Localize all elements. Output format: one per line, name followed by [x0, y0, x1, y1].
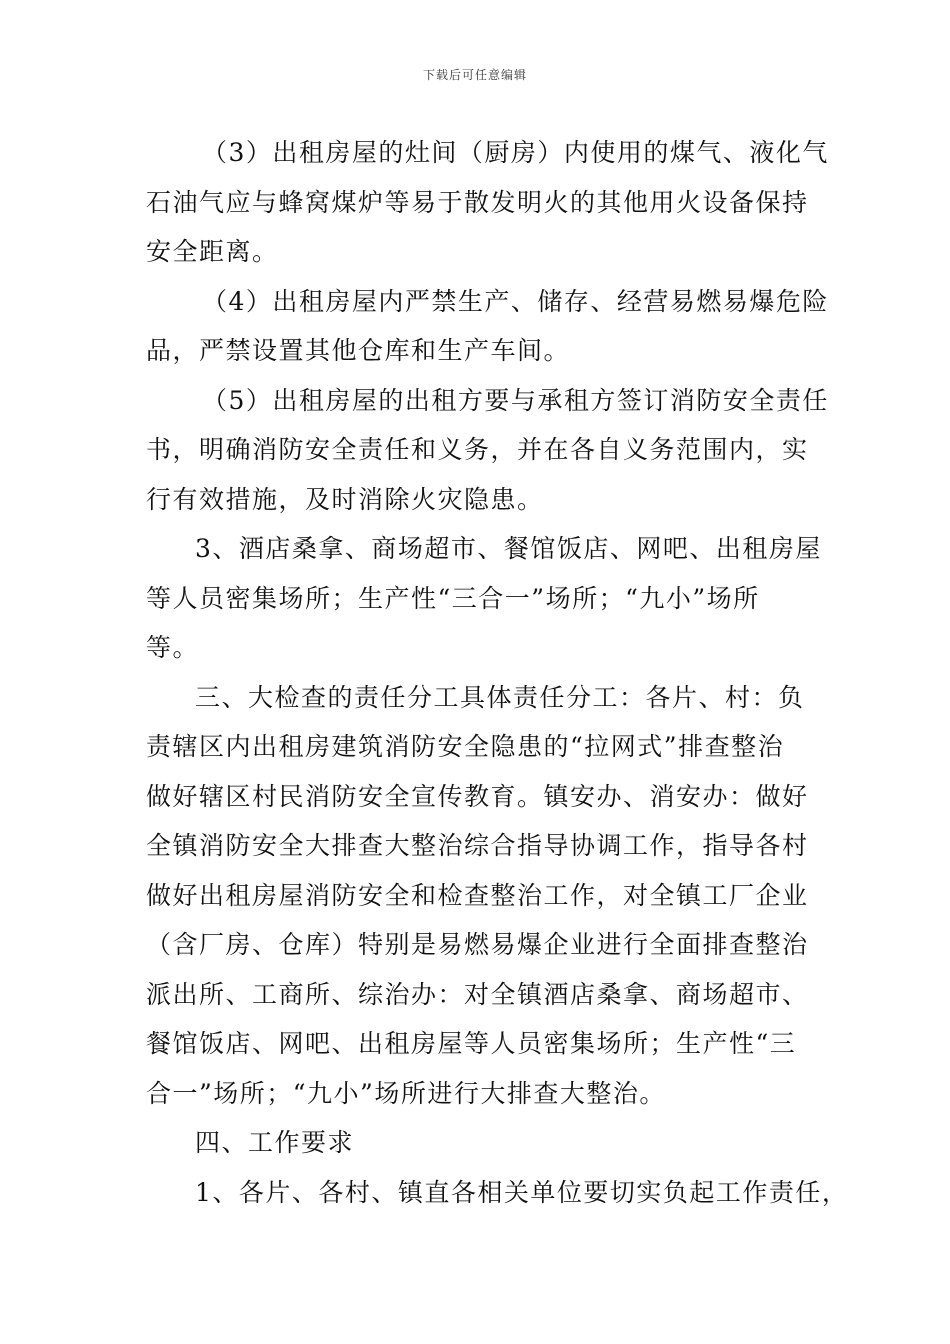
- paragraph-line: 做好出租房屋消防安全和检查整治工作，对全镇工厂企业: [146, 880, 809, 910]
- paragraph-line: 合一”场所；“九小”场所进行大排查大整治。: [146, 1078, 666, 1108]
- paragraph-line: 等。: [146, 633, 200, 662]
- paragraph-line: 等人员密集场所；生产性“三合一”场所；“九小”场所: [146, 583, 760, 613]
- paragraph-line: 品，严禁设置其他仓库和生产车间。: [146, 336, 571, 365]
- paragraph-line: 1、各片、各村、镇直各相关单位要切实负起工作责任，: [195, 1177, 849, 1207]
- paragraph-line: 餐馆饭店、网吧、出租房屋等人员密集场所；生产性“三: [146, 1029, 797, 1058]
- paragraph-line: （5）出租房屋的出租方要与承租方签订消防安全责任: [202, 385, 829, 415]
- paragraph-line: （3）出租房屋的灶间（厨房）内使用的煤气、液化气: [202, 138, 829, 167]
- paragraph-line: 做好辖区村民消防安全宣传教育。镇安办、消安办：做好: [146, 781, 809, 811]
- paragraph-line: 安全距离。: [146, 237, 279, 266]
- paragraph-line: 责辖区内出租房建筑消防安全隐患的“拉网式”排查整治: [146, 732, 785, 761]
- paragraph-line: 石油气应与蜂窝煤炉等易于散发明火的其他用火设备保持: [146, 187, 809, 217]
- paragraph-line: 全镇消防安全大排查大整治综合指导协调工作，指导各村: [146, 831, 809, 860]
- paragraph-line: 三、大检查的责任分工具体责任分工：各片、村：负: [195, 682, 805, 712]
- paragraph-line: 3、酒店桑拿、商场超市、餐馆饭店、网吧、出租房屋: [195, 534, 822, 563]
- paragraph-line: 派出所、工商所、综治办：对全镇酒店桑拿、商场超市、: [146, 979, 809, 1009]
- paragraph-line: 行有效措施，及时消除火灾隐患。: [146, 484, 544, 514]
- section-heading: 四、工作要求: [195, 1128, 355, 1157]
- paragraph-line: 书，明确消防安全责任和义务，并在各自义务范围内，实: [146, 435, 809, 464]
- paragraph-line: （含厂房、仓库）特别是易燃易爆企业进行全面排查整治: [146, 930, 809, 959]
- document-body: [146, 128, 849, 1217]
- paragraph-line: （4）出租房屋内严禁生产、储存、经营易燃易爆危险: [202, 286, 829, 316]
- page-header: 下载后可任意编辑: [422, 68, 527, 82]
